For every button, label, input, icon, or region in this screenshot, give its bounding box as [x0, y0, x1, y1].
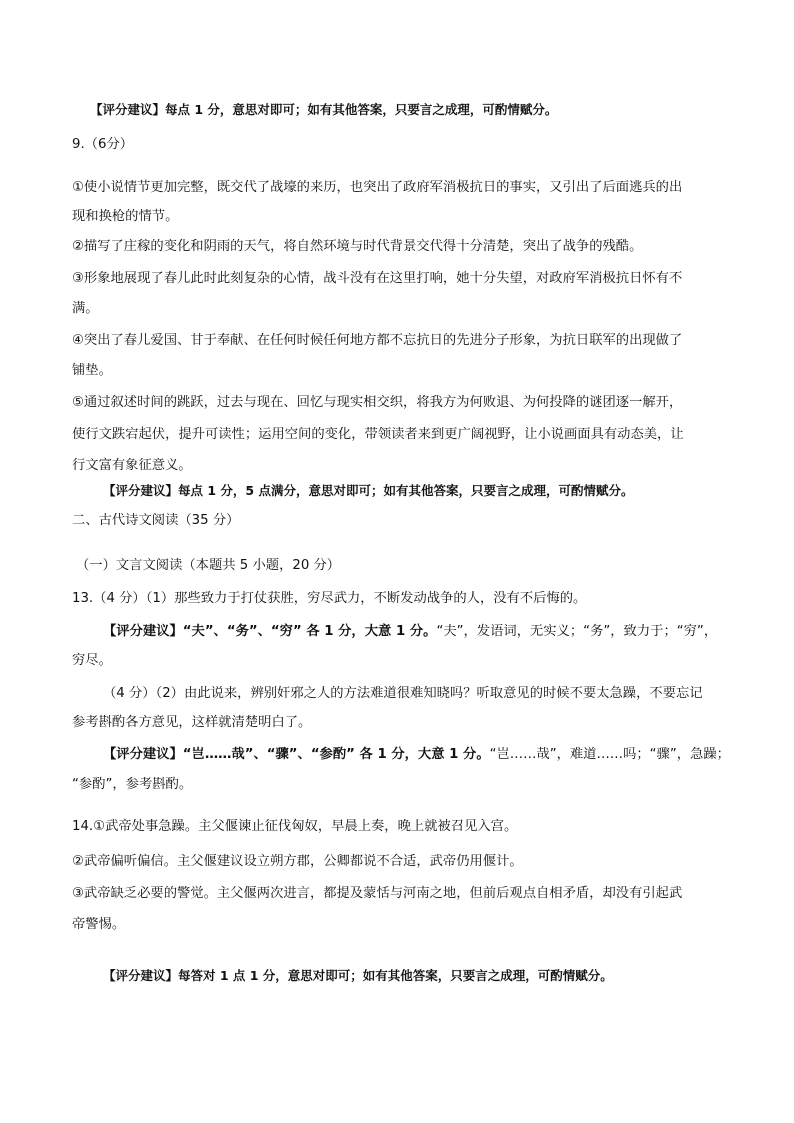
- q9-line: ⑤通过叙述时间的跳跃，过去与现在、回忆与现实相交织，将我方为何败退、为何投降的谜团逐一解开，: [72, 395, 683, 410]
- q9-line: 行文富有象征意义。: [72, 458, 192, 473]
- advice-text: “岂……哉”，难道……吗；“骤”，急躁；: [489, 747, 730, 762]
- advice-bold: 【评分建议】“夫”、“务”、“穷” 各 1 分，大意 1 分。: [103, 624, 437, 639]
- q14-line: ②武帝偏听偏信。主父偃建议设立朔方郡，公卿都说不合适，武帝仍用偃计。: [72, 854, 523, 869]
- section-heading: 二、古代诗文阅读（35 分）: [72, 513, 240, 528]
- q9-line: ②描写了庄稼的变化和阴雨的天气，将自然环境与时代背景交代得十分清楚，突出了战争的残酷。: [72, 239, 643, 254]
- q14-line: 帝警惕。: [72, 917, 126, 932]
- advice-bold: 【评分建议】“岂……哉”、“骤”、“参酌” 各 1 分，大意 1 分。: [103, 747, 490, 762]
- q13-advice-cont: 穷尽。: [72, 653, 112, 668]
- q14-line: 14.①武帝处事急躁。主父偃谏止征伐匈奴，早晨上奏，晚上就被召见入宫。: [72, 819, 518, 834]
- q9-line: 满。: [72, 301, 99, 316]
- scoring-advice-q9: 【评分建议】每点 1 分，5 点满分，意思对即可；如有其他答案，只要言之成理，可酌情赋分。: [103, 483, 634, 498]
- subsection-heading: （一）文言文阅读（本题共 5 小题，20 分）: [76, 558, 341, 573]
- q13-answer-2-cont: 参考斟酌各方意见，这样就清楚明白了。: [72, 715, 312, 730]
- q14-line: ③武帝缺乏必要的警觉。主父偃两次进言，都提及蒙恬与河南之地，但前后观点自相矛盾，却没有引起武: [72, 886, 683, 901]
- scoring-advice-top: 【评分建议】每点 1 分，意思对即可；如有其他答案，只要言之成理，可酌情赋分。: [90, 102, 558, 117]
- q9-line: ③形象地展现了春儿此时此刻复杂的心情，战斗没有在这里打响，她十分失望，对政府军消极抗日怀有不: [72, 271, 683, 286]
- q13-advice-cont: “参酌”，参考斟酌。: [72, 777, 193, 792]
- scoring-advice-q14: 【评分建议】每答对 1 点 1 分，意思对即可；如有其他答案，只要言之成理，可酌情赋分。: [103, 968, 613, 983]
- q9-line: ④突出了春儿爱国、甘于奉献、在任何时候任何地方都不忘抗日的先进分子形象，为抗日联军的出现做了: [72, 333, 683, 348]
- q9-line: 铺垫。: [72, 363, 112, 378]
- q9-line: 使行文跌宕起伏，提升可读性；运用空间的变化，带领读者来到更广阔视野，让小说画面具有动态美，让: [72, 427, 684, 442]
- q13-answer-2: （4 分）（2）由此说来，辨别奸邪之人的方法难道很难知晓吗？听取意见的时候不要太急躁，不要忘记: [103, 686, 703, 701]
- q13-answer-1: 13.（4 分）（1）那些致力于打仗获胜，穷尽武力，不断发动战争的人，没有不后悔的。: [72, 591, 587, 606]
- q9-line: 现和换枪的情节。: [72, 209, 179, 224]
- advice-text: “夫”，发语词，无实义；“务”，致力于；“穷”，: [436, 624, 718, 639]
- scoring-advice-q13-2: [103, 746, 730, 764]
- scoring-advice-q13-1: [103, 623, 717, 641]
- q9-line: ①使小说情节更加完整，既交代了战壕的来历，也突出了政府军消极抗日的事实，又引出了后面逃兵的出: [72, 180, 683, 195]
- question-9-title: 9.（6分）: [72, 137, 134, 152]
